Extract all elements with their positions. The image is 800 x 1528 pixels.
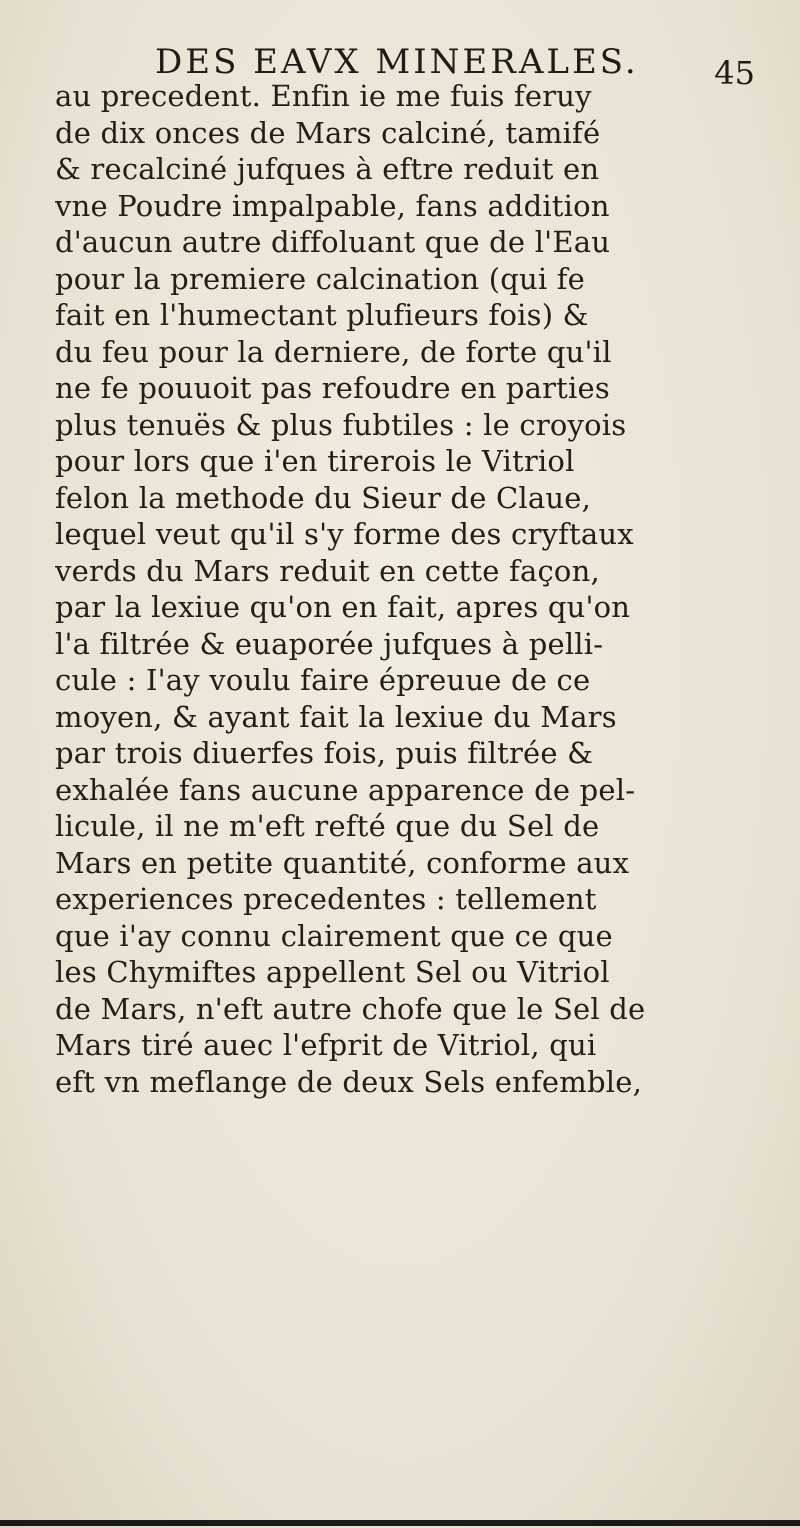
text-line: & recalciné jufques à eftre reduit en bbox=[55, 152, 600, 186]
text-line: verds du Mars reduit en cette façon, bbox=[55, 553, 600, 588]
text-line: par trois diuerfes fois, puis filtrée & bbox=[55, 736, 594, 770]
text-line: Mars en petite quantité, conforme aux bbox=[55, 845, 630, 880]
text-line: plus tenuës & plus fubtiles : le croyois bbox=[55, 407, 627, 442]
bottom-rule bbox=[0, 1520, 800, 1526]
text-line: fait en l'humectant plufieurs fois) & bbox=[55, 298, 589, 332]
page-number: 45 bbox=[714, 54, 755, 92]
text-line: l'a filtrée & euaporée jufques à pelli- bbox=[55, 626, 604, 661]
text-line: par la lexiue qu'on en fait, apres qu'on bbox=[55, 590, 631, 624]
text-line: les Chymiftes appellent Sel ou Vitriol bbox=[55, 955, 610, 989]
text-line: experiences precedentes : tellement bbox=[55, 882, 597, 916]
text-line: au precedent. Enfin ie me fuis feruy bbox=[55, 79, 592, 113]
text-line: vne Poudre impalpable, fans addition bbox=[55, 188, 610, 223]
text-line: cule : I'ay voulu faire épreuue de ce bbox=[55, 663, 591, 697]
body-text bbox=[55, 78, 800, 1100]
text-line: licule, il ne m'eft refté que du Sel de bbox=[55, 809, 600, 843]
text-line: Mars tiré auec l'efprit de Vitriol, qui bbox=[55, 1028, 597, 1062]
text-line: moyen, & ayant fait la lexiue du Mars bbox=[55, 699, 617, 734]
text-line: de Mars, n'eft autre chofe que le Sel de bbox=[55, 991, 646, 1026]
running-title: DES EAVX MINERALES. bbox=[155, 42, 639, 82]
text-line: de dix onces de Mars calciné, tamifé bbox=[55, 115, 601, 150]
text-line: ne fe pouuoit pas refoudre en parties bbox=[55, 371, 610, 405]
text-line: du feu pour la derniere, de forte qu'il bbox=[55, 334, 612, 369]
text-line: exhalée fans aucune apparence de pel- bbox=[55, 772, 636, 807]
text-line: felon la methode du Sieur de Claue, bbox=[55, 480, 591, 515]
text-line: lequel veut qu'il s'y forme des cryftaux bbox=[55, 517, 634, 551]
text-line: d'aucun autre diffoluant que de l'Eau bbox=[55, 225, 611, 259]
text-line: que i'ay connu clairement que ce que bbox=[55, 918, 613, 953]
text-line: pour la premiere calcination (qui fe bbox=[55, 261, 586, 296]
text-line: pour lors que i'en tirerois le Vitriol bbox=[55, 444, 575, 478]
text-line: eft vn meflange de deux Sels enfemble, bbox=[55, 1064, 643, 1099]
